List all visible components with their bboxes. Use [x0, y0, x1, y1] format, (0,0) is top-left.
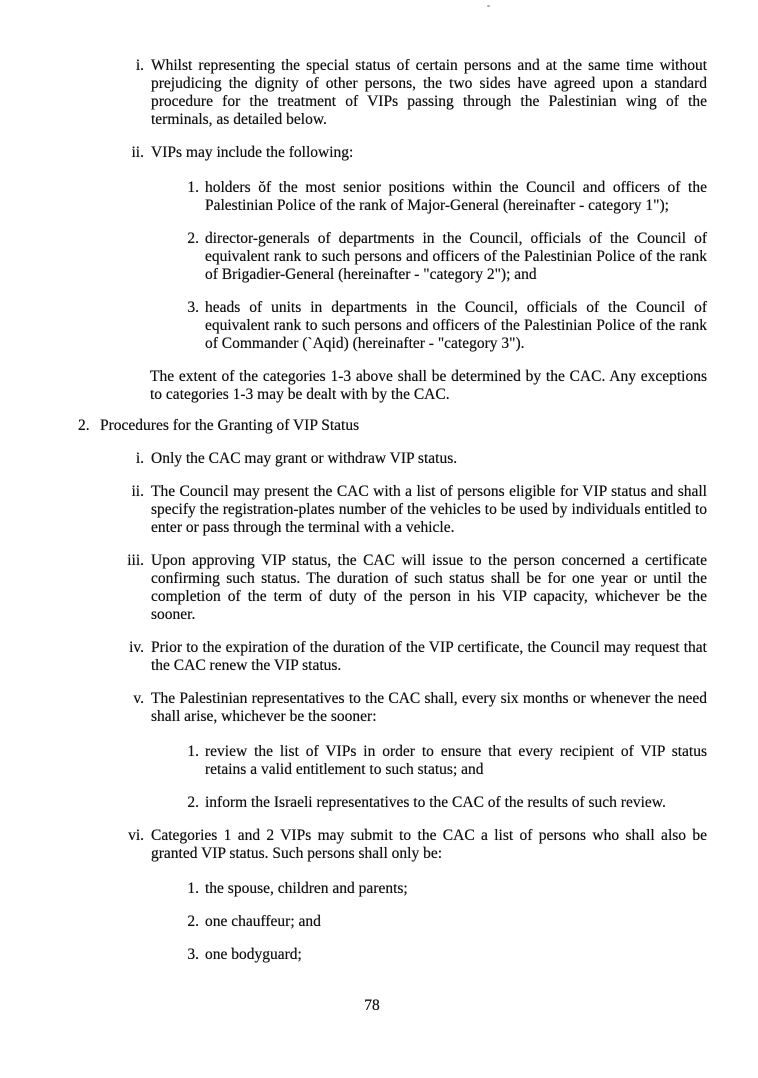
- list-item-text: one chauffeur; and: [205, 913, 321, 930]
- list-item-roman-i: [118, 57, 707, 129]
- list-marker: 1.: [187, 880, 199, 897]
- list-marker: 3.: [187, 946, 199, 963]
- list-item-text: Prior to the expiration of the duration of the VIP certificate, the Council may request that the CAC renew the VIP status.: [151, 639, 707, 674]
- list-marker: 2.: [187, 230, 199, 247]
- list-item-text: VIPs may include the following:: [151, 144, 354, 161]
- list-item-num-chauffeur: [180, 913, 707, 931]
- list-marker: 2.: [187, 794, 199, 811]
- list-item-roman-iii: [118, 552, 707, 624]
- section-heading-procedures: [78, 417, 707, 435]
- paragraph-text: The extent of the categories 1-3 above shall be determined by the CAC. Any exceptions to categories 1-3 may be dealt with by the CAC.: [150, 368, 707, 403]
- list-item-num-inform: [180, 794, 707, 812]
- list-marker: vi.: [128, 827, 144, 844]
- list-item-num-1: [180, 179, 707, 215]
- list-item-text: heads of units in departments in the Council, officials of the Council of equivalent rank to such persons and officers of the Palestinian Police of the rank of Commander (`Aqid) (hereinafter - "category 3").: [205, 299, 707, 352]
- list-marker: i.: [135, 450, 144, 467]
- list-item-text: The Council may present the CAC with a list of persons eligible for VIP status and shall specify the registration-plates number of the vehicles to be used by individuals entitled to enter or pass through the terminal with a vehicle.: [151, 483, 707, 536]
- scan-artifact-dot: [487, 5, 490, 7]
- list-item-num-review: [180, 743, 707, 779]
- list-item-num-spouse: [180, 880, 707, 898]
- list-item-roman-iv: [118, 639, 707, 675]
- list-marker: 3.: [187, 299, 199, 316]
- list-item-num-3: [180, 299, 707, 353]
- list-marker: v.: [133, 690, 144, 707]
- section-heading-text: Procedures for the Granting of VIP Status: [100, 417, 360, 434]
- list-item-text: director-generals of departments in the Council, officials of the Council of equivalent rank to such persons and officers of the Palestinian Police of the rank of Brigadier-General (hereinafter - "category 2"); and: [205, 230, 707, 283]
- list-item-text: Categories 1 and 2 VIPs may submit to the CAC a list of persons who shall also be granted VIP status. Such persons shall only be:: [151, 827, 707, 862]
- list-item-text: one bodyguard;: [205, 946, 302, 963]
- list-marker: ii.: [131, 144, 144, 161]
- list-item-roman-ii2: [118, 483, 707, 537]
- list-item-roman-v: [118, 690, 707, 726]
- list-marker: iv.: [129, 639, 144, 656]
- list-item-text: inform the Israeli representatives to the CAC of the results of such review.: [205, 794, 666, 811]
- list-item-text: The Palestinian representatives to the CAC shall, every six months or whenever the need shall arise, whichever be the sooner:: [151, 690, 707, 725]
- list-item-text: holders ŏf the most senior positions within the Council and officers of the Palestinian Police of the rank of Major-General (hereinafter - category 1");: [205, 179, 707, 214]
- list-item-text: Upon approving VIP status, the CAC will issue to the person concerned a certificate confirming such status. The duration of such status shall be for one year or until the completion of the term of duty of the person in his VIP capacity, whichever be the sooner.: [151, 552, 707, 623]
- page-number: 78: [364, 997, 380, 1014]
- list-marker: 2.: [187, 913, 199, 930]
- list-item-text: Whilst representing the special status of certain persons and at the same time without prejudicing the dignity of other persons, the two sides have agreed upon a standard procedure for the treatment of VIPs passing through the Palestinian wing of the terminals, as detailed below.: [151, 57, 707, 128]
- list-marker: 1.: [187, 743, 199, 760]
- list-item-text: Only the CAC may grant or withdraw VIP status.: [151, 450, 458, 467]
- paragraph-extent-of-categories: [150, 368, 707, 404]
- list-item-roman-ii: [118, 144, 707, 162]
- list-item-num-bodyguard: [180, 946, 707, 964]
- list-marker: i.: [135, 57, 144, 74]
- list-marker: ii.: [131, 483, 144, 500]
- list-marker: 1.: [187, 179, 199, 196]
- list-item-roman-i2: [118, 450, 707, 468]
- list-item-text: the spouse, children and parents;: [205, 880, 408, 897]
- list-marker: iii.: [127, 552, 144, 569]
- list-marker: 2.: [78, 417, 90, 434]
- list-item-roman-vi: [118, 827, 707, 863]
- list-item-text: review the list of VIPs in order to ensure that every recipient of VIP status retains a valid entitlement to such status; and: [205, 743, 707, 778]
- list-item-num-2: [180, 230, 707, 284]
